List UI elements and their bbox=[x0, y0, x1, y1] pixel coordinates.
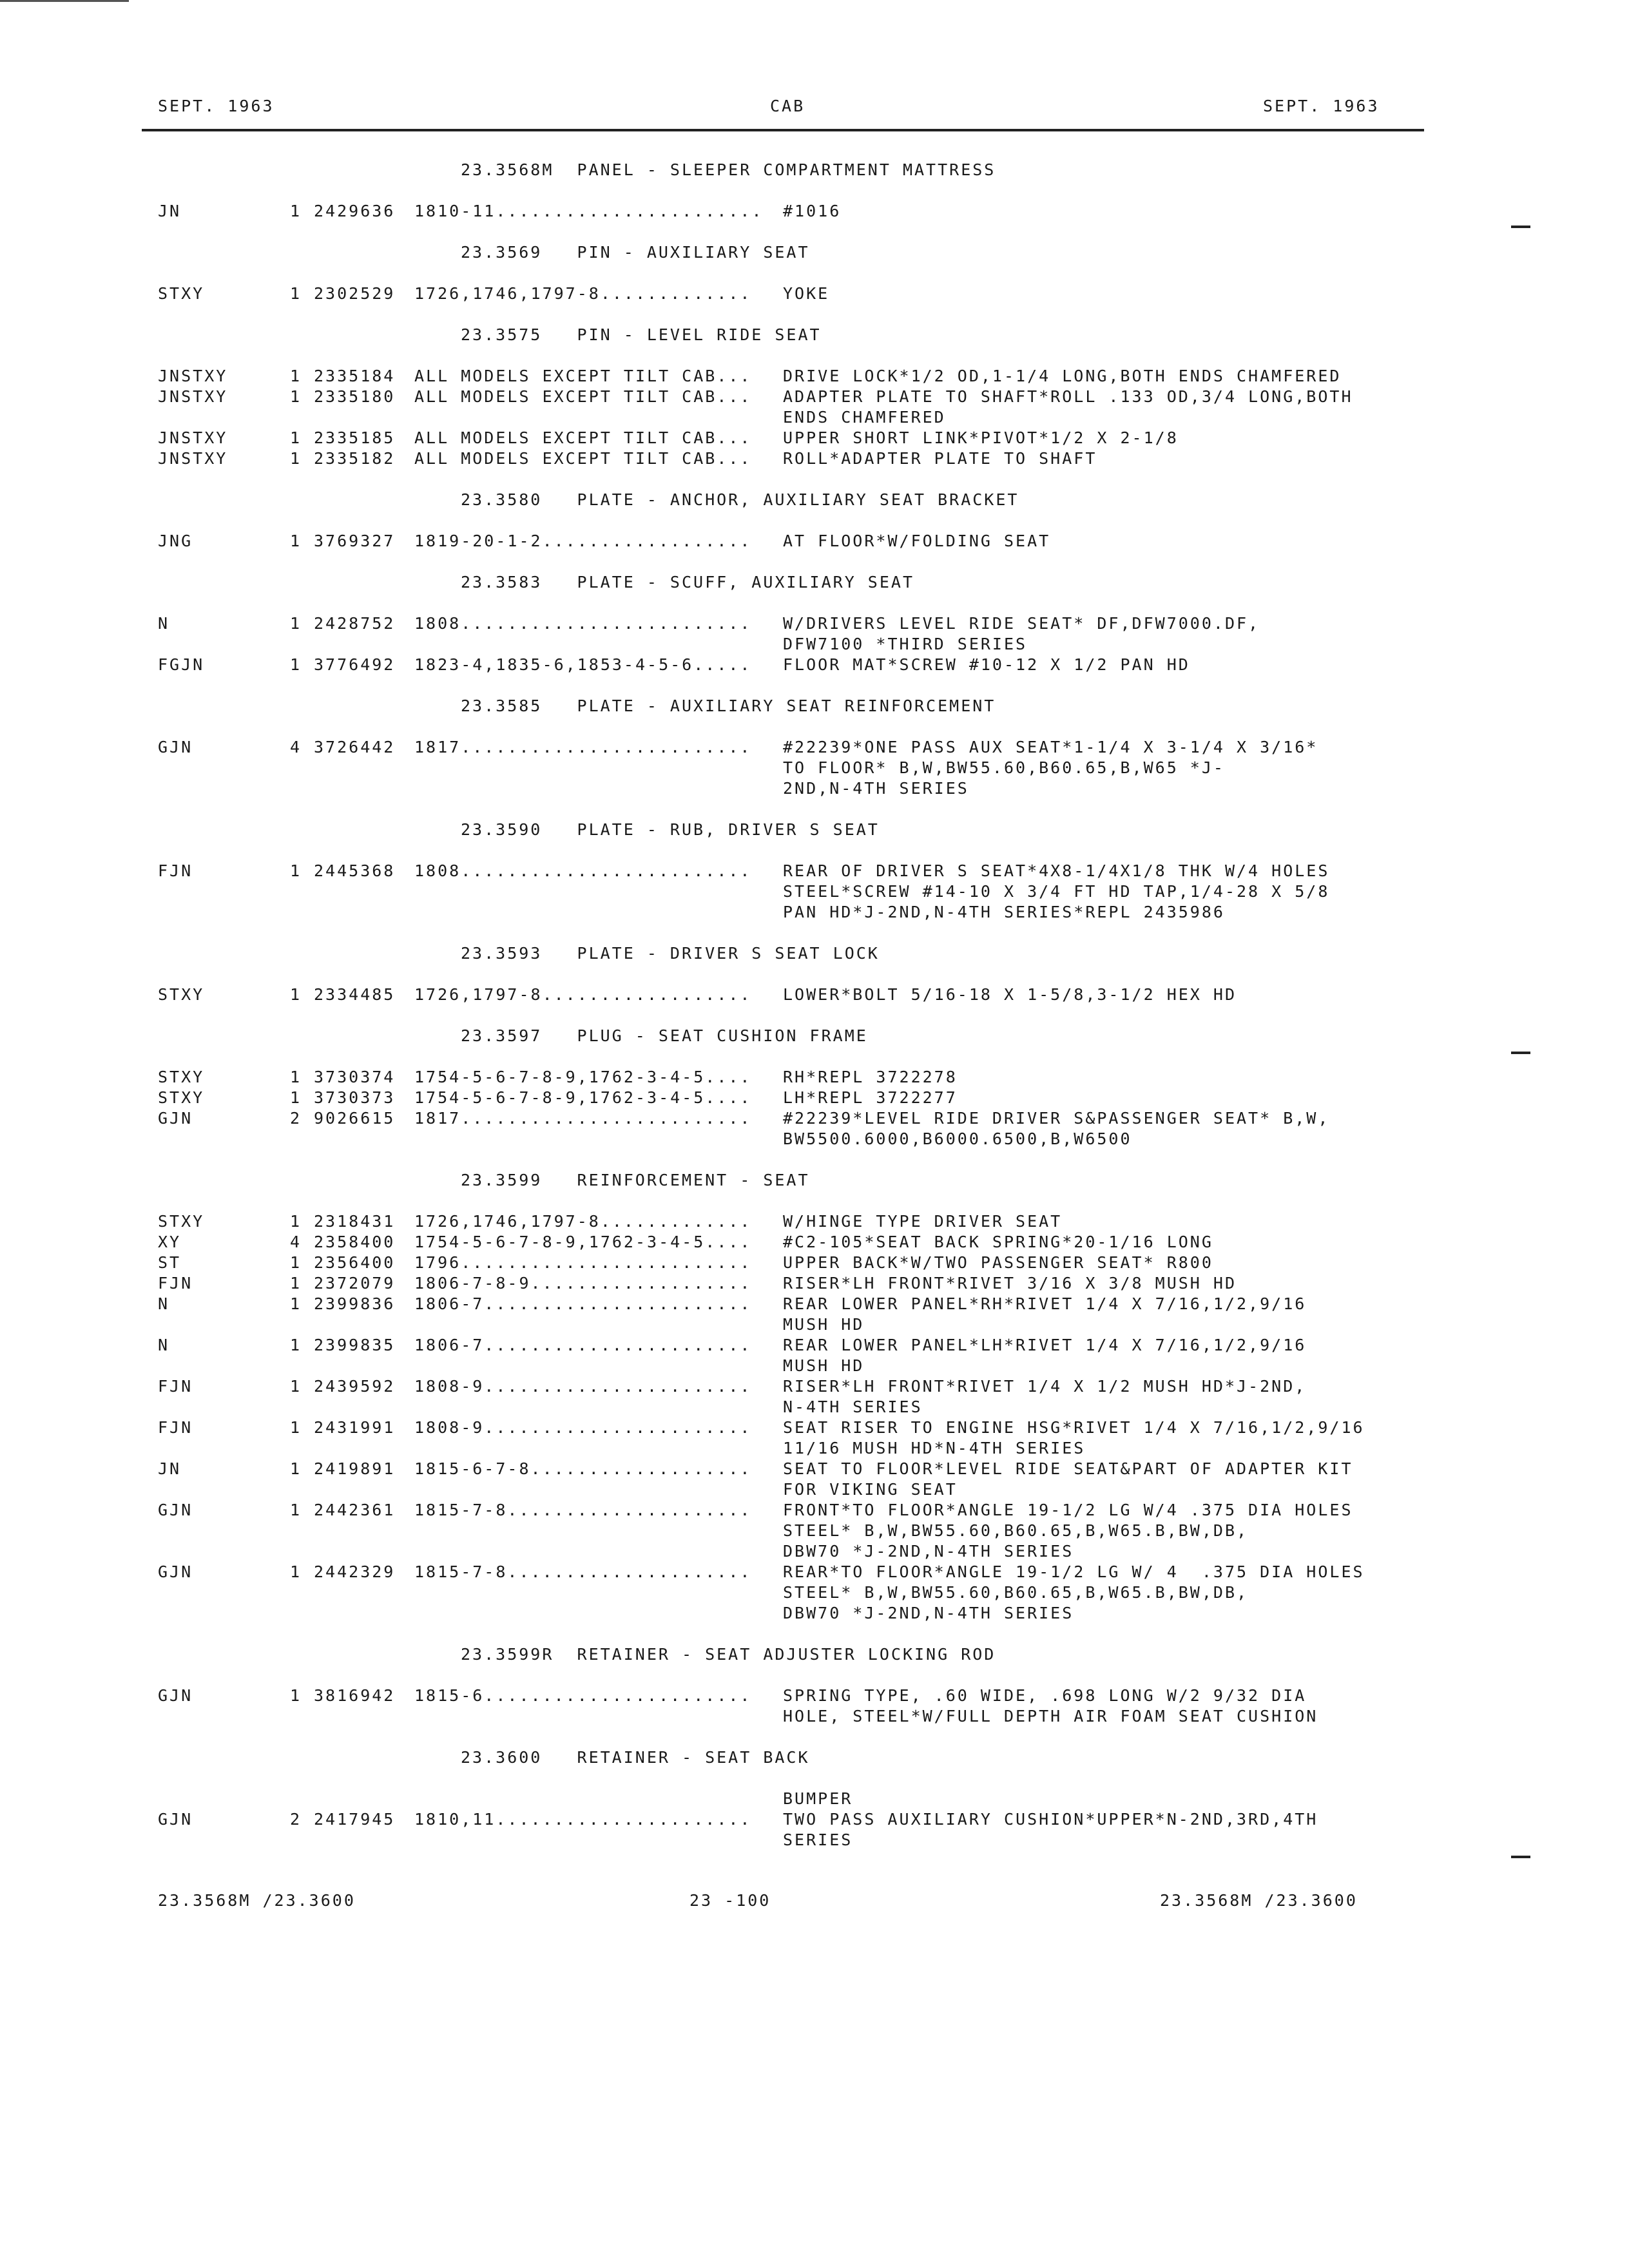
model-codes: STXY bbox=[158, 985, 205, 1004]
section-title-text: 23.3599R RETAINER - SEAT ADJUSTER LOCKING ROD bbox=[461, 1645, 996, 1664]
entry-line bbox=[0, 1459, 1629, 1479]
part-entry bbox=[0, 448, 1629, 469]
entry-line bbox=[0, 1438, 1629, 1459]
section-title bbox=[0, 820, 1629, 861]
entry-line bbox=[0, 1706, 1629, 1727]
entry-line bbox=[0, 1314, 1629, 1335]
part-description: #1016 bbox=[783, 202, 842, 220]
part-number: 2356400 bbox=[314, 1253, 396, 1272]
model-codes: STXY bbox=[158, 1088, 205, 1107]
section-gap bbox=[0, 1624, 1629, 1644]
part-entry bbox=[0, 284, 1629, 304]
model-codes: STXY bbox=[158, 284, 205, 303]
part-description: #22239*LEVEL RIDE DRIVER S&PASSENGER SEAT* B,W, bbox=[783, 1109, 1330, 1128]
part-description: TWO PASS AUXILIARY CUSHION*UPPER*N-2ND,3RD,4TH bbox=[783, 1810, 1318, 1829]
part-number: 2302529 bbox=[314, 284, 396, 303]
part-description: UPPER BACK*W/TWO PASSENGER SEAT* R800 bbox=[783, 1253, 1213, 1272]
model-codes: JNG bbox=[158, 532, 193, 550]
part-description: BUMPER bbox=[783, 1789, 853, 1808]
entry-line bbox=[0, 1562, 1629, 1582]
quantity: 1 bbox=[290, 387, 302, 406]
part-description: ENDS CHAMFERED bbox=[783, 408, 946, 427]
entry-line bbox=[0, 1376, 1629, 1397]
part-number: 2318431 bbox=[314, 1212, 396, 1231]
entry-line bbox=[0, 1541, 1629, 1562]
entry-line bbox=[0, 531, 1629, 552]
model-codes: JNSTXY bbox=[158, 449, 228, 468]
model-codes: STXY bbox=[158, 1068, 205, 1086]
model-reference: 1815-6-7-8................... bbox=[414, 1459, 752, 1478]
quantity: 1 bbox=[290, 985, 302, 1004]
part-number: 9026615 bbox=[314, 1109, 396, 1128]
quantity: 1 bbox=[290, 1088, 302, 1107]
model-codes: GJN bbox=[158, 1810, 193, 1829]
entry-line bbox=[0, 1418, 1629, 1438]
entry-line bbox=[0, 985, 1629, 1005]
part-description: LH*REPL 3722277 bbox=[783, 1088, 958, 1107]
quantity: 1 bbox=[290, 449, 302, 468]
model-reference: 1726,1797-8.................. bbox=[414, 985, 752, 1004]
section-gap bbox=[0, 469, 1629, 490]
section-gap bbox=[0, 675, 1629, 696]
entry-line bbox=[0, 1500, 1629, 1521]
quantity: 1 bbox=[290, 655, 302, 674]
quantity: 1 bbox=[290, 1212, 302, 1231]
part-entry bbox=[0, 428, 1629, 448]
header-rule bbox=[142, 129, 1424, 131]
part-entry bbox=[0, 531, 1629, 552]
model-codes: JN bbox=[158, 1459, 182, 1478]
section-gap bbox=[0, 222, 1629, 242]
model-reference: ALL MODELS EXCEPT TILT CAB... bbox=[414, 387, 752, 406]
entry-line bbox=[0, 201, 1629, 222]
margin-mark bbox=[1511, 1052, 1530, 1054]
entry-line bbox=[0, 1273, 1629, 1294]
part-description: REAR OF DRIVER S SEAT*4X8-1/4X1/8 THK W/4 HOLES bbox=[783, 861, 1330, 880]
entry-line bbox=[0, 1686, 1629, 1706]
part-description: FLOOR MAT*SCREW #10-12 X 1/2 PAN HD bbox=[783, 655, 1190, 674]
model-reference: 1808-9....................... bbox=[414, 1377, 752, 1396]
part-description: REAR LOWER PANEL*RH*RIVET 1/4 X 7/16,1/2,9/16 bbox=[783, 1294, 1307, 1313]
part-description: SEAT RISER TO ENGINE HSG*RIVET 1/4 X 7/16,1/2,9/16 bbox=[783, 1418, 1365, 1437]
entry-line bbox=[0, 428, 1629, 448]
parts-listing bbox=[0, 160, 1629, 1871]
part-number: 2442329 bbox=[314, 1562, 396, 1581]
model-reference: 1806-7-8-9................... bbox=[414, 1274, 752, 1293]
part-number: 3730373 bbox=[314, 1088, 396, 1107]
section-title bbox=[0, 160, 1629, 201]
corner-mark bbox=[0, 0, 129, 2]
model-reference: 1796......................... bbox=[414, 1253, 752, 1272]
part-description: N-4TH SERIES bbox=[783, 1398, 923, 1416]
section-title bbox=[0, 1747, 1629, 1789]
part-description: REAR LOWER PANEL*LH*RIVET 1/4 X 7/16,1/2,9/16 bbox=[783, 1336, 1307, 1354]
section-title bbox=[0, 490, 1629, 531]
part-number: 2445368 bbox=[314, 861, 396, 880]
part-number: 2429636 bbox=[314, 202, 396, 220]
section-title-text: 23.3575 PIN - LEVEL RIDE SEAT bbox=[461, 325, 822, 344]
section-title bbox=[0, 696, 1629, 737]
part-number: 2372079 bbox=[314, 1274, 396, 1293]
entry-line bbox=[0, 448, 1629, 469]
section-title bbox=[0, 572, 1629, 613]
model-codes: GJN bbox=[158, 1501, 193, 1519]
part-description: #22239*ONE PASS AUX SEAT*1-1/4 X 3-1/4 X 3/16* bbox=[783, 738, 1318, 756]
quantity: 4 bbox=[290, 1233, 302, 1251]
part-description: MUSH HD bbox=[783, 1356, 865, 1375]
entry-line bbox=[0, 758, 1629, 778]
part-number: 2399835 bbox=[314, 1336, 396, 1354]
entry-line bbox=[0, 407, 1629, 428]
model-reference: 1815-6....................... bbox=[414, 1686, 752, 1705]
entry-line bbox=[0, 1521, 1629, 1541]
quantity: 1 bbox=[290, 1377, 302, 1396]
section-title bbox=[0, 242, 1629, 284]
model-codes: FGJN bbox=[158, 655, 205, 674]
section-gap bbox=[0, 552, 1629, 572]
quantity: 1 bbox=[290, 1562, 302, 1581]
header-date-right: SEPT. 1963 bbox=[1263, 97, 1380, 115]
quantity: 1 bbox=[290, 1501, 302, 1519]
quantity: 1 bbox=[290, 1686, 302, 1705]
model-reference: 1819-20-1-2.................. bbox=[414, 532, 752, 550]
entry-line bbox=[0, 387, 1629, 407]
part-description: 11/16 MUSH HD*N-4TH SERIES bbox=[783, 1439, 1086, 1457]
model-reference: 1823-4,1835-6,1853-4-5-6..... bbox=[414, 655, 752, 674]
entry-line bbox=[0, 634, 1629, 655]
section-gap bbox=[0, 1850, 1629, 1871]
model-reference: 1754-5-6-7-8-9,1762-3-4-5.... bbox=[414, 1068, 752, 1086]
part-entry bbox=[0, 1335, 1629, 1376]
model-reference: 1815-7-8..................... bbox=[414, 1562, 752, 1581]
entry-line bbox=[0, 1253, 1629, 1273]
section-gap bbox=[0, 923, 1629, 943]
model-codes: ST bbox=[158, 1253, 182, 1272]
model-codes: FJN bbox=[158, 1377, 193, 1396]
margin-mark bbox=[1511, 226, 1530, 228]
model-reference: 1806-7....................... bbox=[414, 1336, 752, 1354]
model-reference: 1810,11...................... bbox=[414, 1810, 752, 1829]
entry-line bbox=[0, 1088, 1629, 1108]
entry-line bbox=[0, 881, 1629, 902]
part-entry bbox=[0, 1418, 1629, 1459]
part-description: HOLE, STEEL*W/FULL DEPTH AIR FOAM SEAT CUSHION bbox=[783, 1707, 1318, 1725]
model-reference: 1806-7....................... bbox=[414, 1294, 752, 1313]
entry-line bbox=[0, 366, 1629, 387]
entry-line bbox=[0, 1232, 1629, 1253]
part-number: 2335182 bbox=[314, 449, 396, 468]
part-description: #C2-105*SEAT BACK SPRING*20-1/16 LONG bbox=[783, 1233, 1213, 1251]
footer-range-right: 23.3568M /23.3600 bbox=[1160, 1891, 1358, 1910]
part-entry bbox=[0, 1088, 1629, 1108]
section-title-text: 23.3580 PLATE - ANCHOR, AUXILIARY SEAT BRACKET bbox=[461, 490, 1019, 509]
model-codes: GJN bbox=[158, 738, 193, 756]
part-entry bbox=[0, 201, 1629, 222]
part-description: FOR VIKING SEAT bbox=[783, 1480, 958, 1499]
part-description: AT FLOOR*W/FOLDING SEAT bbox=[783, 532, 1051, 550]
part-description: LOWER*BOLT 5/16-18 X 1-5/8,3-1/2 HEX HD bbox=[783, 985, 1237, 1004]
part-number: 2417945 bbox=[314, 1810, 396, 1829]
part-number: 2335185 bbox=[314, 428, 396, 447]
quantity: 2 bbox=[290, 1109, 302, 1128]
entry-line bbox=[0, 778, 1629, 799]
section-gap bbox=[0, 1727, 1629, 1747]
part-number: 2419891 bbox=[314, 1459, 396, 1478]
entry-line bbox=[0, 1830, 1629, 1850]
section-title-text: 23.3597 PLUG - SEAT CUSHION FRAME bbox=[461, 1026, 868, 1045]
quantity: 1 bbox=[290, 1274, 302, 1293]
model-codes: JNSTXY bbox=[158, 428, 228, 447]
model-codes: JN bbox=[158, 202, 182, 220]
entry-line bbox=[0, 1129, 1629, 1149]
part-description: STEEL*SCREW #14-10 X 3/4 FT HD TAP,1/4-28 X 5/8 bbox=[783, 882, 1330, 901]
entry-line bbox=[0, 861, 1629, 881]
section-title bbox=[0, 1170, 1629, 1211]
part-entry bbox=[0, 985, 1629, 1005]
entry-line bbox=[0, 1397, 1629, 1418]
part-description: DFW7100 *THIRD SERIES bbox=[783, 635, 1028, 653]
quantity: 1 bbox=[290, 532, 302, 550]
part-description: DRIVE LOCK*1/2 OD,1-1/4 LONG,BOTH ENDS CHAMFERED bbox=[783, 367, 1342, 385]
quantity: 1 bbox=[290, 367, 302, 385]
part-description: BW5500.6000,B6000.6500,B,W6500 bbox=[783, 1129, 1132, 1148]
part-description: PAN HD*J-2ND,N-4TH SERIES*REPL 2435986 bbox=[783, 903, 1225, 921]
section-title-text: 23.3569 PIN - AUXILIARY SEAT bbox=[461, 243, 810, 262]
part-description: W/HINGE TYPE DRIVER SEAT bbox=[783, 1212, 1063, 1231]
part-description: STEEL* B,W,BW55.60,B60.65,B,W65.B,BW,DB, bbox=[783, 1583, 1249, 1602]
quantity: 1 bbox=[290, 1336, 302, 1354]
entry-line bbox=[0, 1356, 1629, 1376]
model-codes: N bbox=[158, 1336, 170, 1354]
quantity: 1 bbox=[290, 1294, 302, 1313]
part-number: 2399836 bbox=[314, 1294, 396, 1313]
model-codes: STXY bbox=[158, 1212, 205, 1231]
section-title-text: 23.3600 RETAINER - SEAT BACK bbox=[461, 1748, 810, 1767]
part-entry bbox=[0, 1294, 1629, 1335]
entry-line bbox=[0, 1067, 1629, 1088]
part-entry bbox=[0, 387, 1629, 428]
part-number: 2335180 bbox=[314, 387, 396, 406]
section-title-text: 23.3593 PLATE - DRIVER S SEAT LOCK bbox=[461, 944, 880, 963]
model-reference: 1808......................... bbox=[414, 861, 752, 880]
part-number: 2442361 bbox=[314, 1501, 396, 1519]
model-codes: GJN bbox=[158, 1109, 193, 1128]
part-description: ADAPTER PLATE TO SHAFT*ROLL .133 OD,3/4 LONG,BOTH bbox=[783, 387, 1353, 406]
model-reference: 1726,1746,1797-8............. bbox=[414, 1212, 752, 1231]
section-title bbox=[0, 1026, 1629, 1067]
quantity: 1 bbox=[290, 861, 302, 880]
part-description: DBW70 *J-2ND,N-4TH SERIES bbox=[783, 1542, 1074, 1561]
part-number: 3726442 bbox=[314, 738, 396, 756]
part-number: 2335184 bbox=[314, 367, 396, 385]
part-description: RH*REPL 3722278 bbox=[783, 1068, 958, 1086]
quantity: 1 bbox=[290, 202, 302, 220]
part-number: 2439592 bbox=[314, 1377, 396, 1396]
entry-line bbox=[0, 1789, 1629, 1809]
part-description: SERIES bbox=[783, 1831, 853, 1849]
part-entry bbox=[0, 1376, 1629, 1418]
quantity: 1 bbox=[290, 1068, 302, 1086]
entry-line bbox=[0, 1108, 1629, 1129]
section-title bbox=[0, 1644, 1629, 1686]
model-codes: FJN bbox=[158, 1274, 193, 1293]
part-description: MUSH HD bbox=[783, 1315, 865, 1334]
model-codes: N bbox=[158, 614, 170, 633]
part-entry bbox=[0, 1211, 1629, 1232]
part-description: YOKE bbox=[783, 284, 830, 303]
entry-line bbox=[0, 1603, 1629, 1624]
part-description: UPPER SHORT LINK*PIVOT*1/2 X 2-1/8 bbox=[783, 428, 1179, 447]
part-description: STEEL* B,W,BW55.60,B60.65,B,W65.B,BW,DB, bbox=[783, 1521, 1249, 1540]
entry-line bbox=[0, 902, 1629, 923]
section-title-text: 23.3583 PLATE - SCUFF, AUXILIARY SEAT bbox=[461, 573, 914, 591]
entry-line bbox=[0, 1335, 1629, 1356]
quantity: 1 bbox=[290, 428, 302, 447]
entry-line bbox=[0, 1294, 1629, 1314]
part-description: 2ND,N-4TH SERIES bbox=[783, 779, 969, 798]
part-entry bbox=[0, 1232, 1629, 1253]
part-entry bbox=[0, 1108, 1629, 1149]
part-description: SEAT TO FLOOR*LEVEL RIDE SEAT&PART OF ADAPTER KIT bbox=[783, 1459, 1353, 1478]
entry-line bbox=[0, 1479, 1629, 1500]
model-codes: JNSTXY bbox=[158, 387, 228, 406]
model-reference: 1754-5-6-7-8-9,1762-3-4-5.... bbox=[414, 1088, 752, 1107]
model-codes: JNSTXY bbox=[158, 367, 228, 385]
model-codes: GJN bbox=[158, 1562, 193, 1581]
header-date-left: SEPT. 1963 bbox=[158, 97, 275, 115]
section-gap bbox=[0, 1149, 1629, 1170]
model-codes: GJN bbox=[158, 1686, 193, 1705]
part-entry bbox=[0, 1809, 1629, 1850]
section-gap bbox=[0, 799, 1629, 820]
model-reference: ALL MODELS EXCEPT TILT CAB... bbox=[414, 367, 752, 385]
section-title bbox=[0, 325, 1629, 366]
model-reference: 1754-5-6-7-8-9,1762-3-4-5.... bbox=[414, 1233, 752, 1251]
part-description: SPRING TYPE, .60 WIDE, .698 LONG W/2 9/32 DIA bbox=[783, 1686, 1307, 1705]
model-codes: FJN bbox=[158, 1418, 193, 1437]
part-entry bbox=[0, 1500, 1629, 1562]
part-number: 3816942 bbox=[314, 1686, 396, 1705]
model-reference: 1817......................... bbox=[414, 1109, 752, 1128]
entry-line bbox=[0, 1809, 1629, 1830]
entry-line bbox=[0, 737, 1629, 758]
footer-range-left: 23.3568M /23.3600 bbox=[158, 1891, 356, 1910]
part-description: TO FLOOR* B,W,BW55.60,B60.65,B,W65 *J- bbox=[783, 758, 1225, 777]
entry-line bbox=[0, 1582, 1629, 1603]
part-entry bbox=[0, 655, 1629, 675]
part-description: REAR*TO FLOOR*ANGLE 19-1/2 LG W/ 4 .375 DIA HOLES bbox=[783, 1562, 1365, 1581]
part-entry bbox=[0, 1789, 1629, 1809]
quantity: 1 bbox=[290, 1418, 302, 1437]
section-title-text: 23.3590 PLATE - RUB, DRIVER S SEAT bbox=[461, 820, 880, 839]
model-reference: ALL MODELS EXCEPT TILT CAB... bbox=[414, 449, 752, 468]
model-reference: 1815-7-8..................... bbox=[414, 1501, 752, 1519]
part-entry bbox=[0, 1273, 1629, 1294]
part-entry bbox=[0, 737, 1629, 799]
part-description: RISER*LH FRONT*RIVET 1/4 X 1/2 MUSH HD*J-2ND, bbox=[783, 1377, 1307, 1396]
model-reference: 1817......................... bbox=[414, 738, 752, 756]
section-gap bbox=[0, 304, 1629, 325]
quantity: 1 bbox=[290, 614, 302, 633]
model-reference: 1726,1746,1797-8............. bbox=[414, 284, 752, 303]
part-description: W/DRIVERS LEVEL RIDE SEAT* DF,DFW7000.DF, bbox=[783, 614, 1260, 633]
part-entry bbox=[0, 613, 1629, 655]
section-title-text: 23.3585 PLATE - AUXILIARY SEAT REINFORCEMENT bbox=[461, 697, 996, 715]
model-codes: FJN bbox=[158, 861, 193, 880]
quantity: 1 bbox=[290, 1459, 302, 1478]
part-number: 2428752 bbox=[314, 614, 396, 633]
entry-line bbox=[0, 655, 1629, 675]
part-number: 2431991 bbox=[314, 1418, 396, 1437]
part-entry bbox=[0, 861, 1629, 923]
quantity: 1 bbox=[290, 284, 302, 303]
part-number: 2334485 bbox=[314, 985, 396, 1004]
part-entry bbox=[0, 1562, 1629, 1624]
section-title-text: 23.3568M PANEL - SLEEPER COMPARTMENT MATTRESS bbox=[461, 160, 996, 179]
section-title bbox=[0, 943, 1629, 985]
part-number: 3776492 bbox=[314, 655, 396, 674]
entry-line bbox=[0, 1211, 1629, 1232]
margin-mark bbox=[1511, 1856, 1530, 1858]
part-entry bbox=[0, 1253, 1629, 1273]
model-codes: XY bbox=[158, 1233, 182, 1251]
entry-line bbox=[0, 284, 1629, 304]
section-title-text: 23.3599 REINFORCEMENT - SEAT bbox=[461, 1171, 810, 1189]
part-entry bbox=[0, 1686, 1629, 1727]
quantity: 2 bbox=[290, 1810, 302, 1829]
header-section-name: CAB bbox=[770, 97, 805, 115]
quantity: 1 bbox=[290, 1253, 302, 1272]
part-description: RISER*LH FRONT*RIVET 3/16 X 3/8 MUSH HD bbox=[783, 1274, 1237, 1293]
part-number: 3730374 bbox=[314, 1068, 396, 1086]
part-number: 2358400 bbox=[314, 1233, 396, 1251]
model-reference: ALL MODELS EXCEPT TILT CAB... bbox=[414, 428, 752, 447]
part-description: FRONT*TO FLOOR*ANGLE 19-1/2 LG W/4 .375 DIA HOLES bbox=[783, 1501, 1353, 1519]
entry-line bbox=[0, 613, 1629, 634]
part-entry bbox=[0, 366, 1629, 387]
footer-page-number: 23 -100 bbox=[689, 1891, 771, 1910]
quantity: 4 bbox=[290, 738, 302, 756]
section-gap bbox=[0, 1005, 1629, 1026]
model-reference: 1808-9....................... bbox=[414, 1418, 752, 1437]
part-entry bbox=[0, 1067, 1629, 1088]
part-entry bbox=[0, 1459, 1629, 1500]
model-codes: N bbox=[158, 1294, 170, 1313]
part-number: 3769327 bbox=[314, 532, 396, 550]
model-reference: 1810-11....................... bbox=[414, 202, 764, 220]
part-description: DBW70 *J-2ND,N-4TH SERIES bbox=[783, 1604, 1074, 1622]
model-reference: 1808......................... bbox=[414, 614, 752, 633]
part-description: ROLL*ADAPTER PLATE TO SHAFT bbox=[783, 449, 1097, 468]
